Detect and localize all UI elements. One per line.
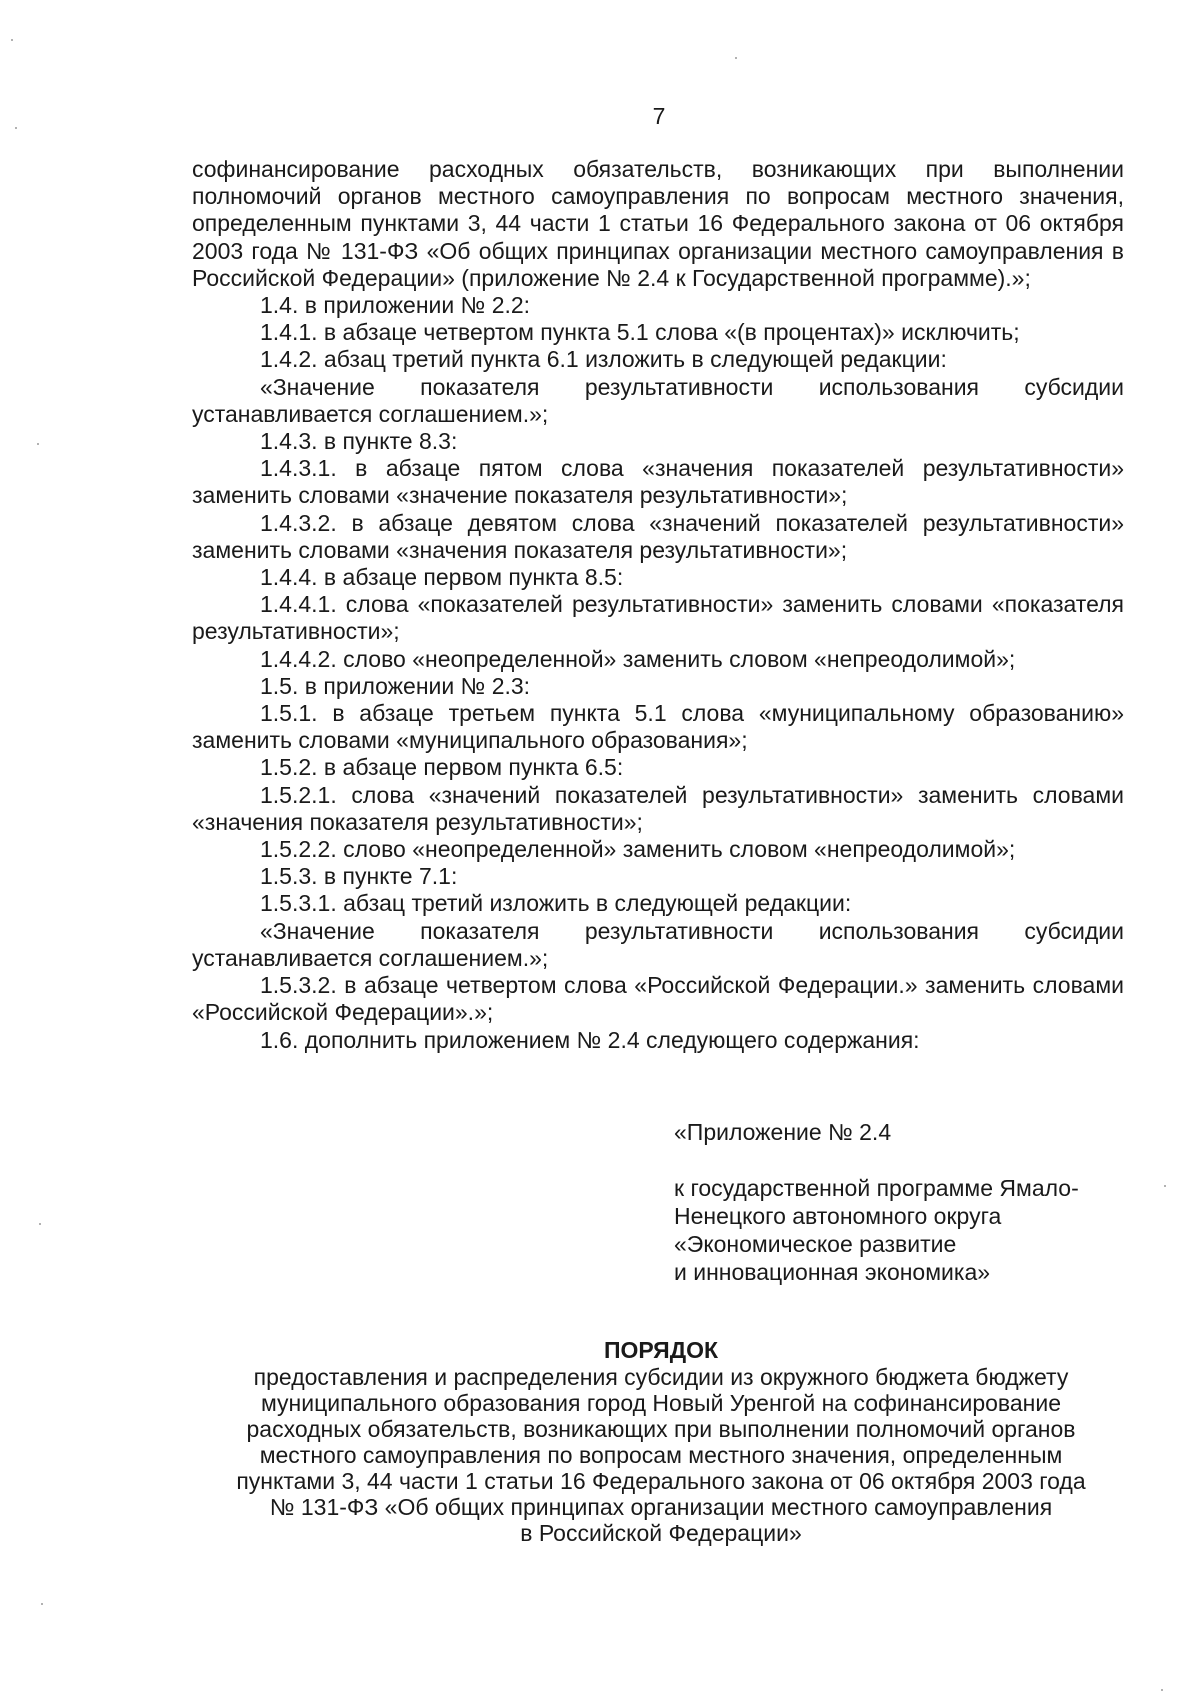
body-text [192, 156, 1124, 1054]
paragraph: софинансирование расходных обязательств, возникающих при выполнении полномочий органов местного самоуправления по вопросам местного значения, определенным пунктами 3, 44 части 1 статьи 16 Федерального закона от 06 октября 2003 года № 131-ФЗ «Об общих принципах организации местного самоуправления в Российской Федерации» (приложение № 2.4 к Государственной программе).»; [192, 156, 1124, 291]
appendix-line: и инновационная экономика» [674, 1259, 991, 1285]
paragraph: 1.5.3. в пункте 7.1: [260, 863, 458, 890]
paragraph: 1.5.1. в абзаце третьем пункта 5.1 слова «муниципальному образованию» заменить словами «муниципального образования»; [192, 700, 1124, 754]
paragraph: 1.5.3.1. абзац третий изложить в следующей редакции: [260, 890, 852, 917]
order-subtitle-line: пунктами 3, 44 части 1 статьи 16 Федерального закона от 06 октября 2003 года [236, 1468, 1086, 1494]
order-subtitle-line: расходных обязательств, возникающих при выполнении полномочий органов [246, 1416, 1076, 1442]
paragraph: 1.5. в приложении № 2.3: [260, 672, 531, 699]
paragraph: 1.4. в приложении № 2.2: [260, 292, 531, 319]
order-subtitle-line: № 131-ФЗ «Об общих принципах организации местного самоуправления [269, 1494, 1053, 1520]
paragraph: «Значение показателя результативности использования субсидии устанавливается соглашением.»; [192, 373, 1124, 427]
appendix-title: «Приложение № 2.4 [674, 1119, 892, 1145]
order-subtitle-line: в Российской Федерации» [520, 1520, 802, 1546]
appendix-header [674, 1118, 1134, 1286]
paragraph: 1.4.1. в абзаце четвертом пункта 5.1 слова «(в процентах)» исключить; [260, 319, 1020, 346]
appendix-line: Ненецкого автономного округа [674, 1203, 1002, 1229]
page-number: 7 [652, 103, 666, 129]
paragraph: 1.6. дополнить приложением № 2.4 следующего содержания: [260, 1026, 920, 1053]
paragraph: «Значение показателя результативности использования субсидии устанавливается соглашением.»; [192, 917, 1124, 971]
spacer [674, 1146, 1134, 1174]
paragraph: 1.5.2.1. слова «значений показателей результативности» заменить словами «значения показателя результативности»; [192, 781, 1124, 835]
order-title: ПОРЯДОК [603, 1337, 719, 1363]
paragraph: 1.4.4. в абзаце первом пункта 8.5: [260, 564, 624, 591]
paragraph: 1.4.2. абзац третий пункта 6.1 изложить в следующей редакции: [260, 346, 947, 373]
order-subtitle-line: местного самоуправления по вопросам местного значения, определенным [259, 1442, 1063, 1468]
paragraph: 1.4.3.1. в абзаце пятом слова «значения показателей результативности» заменить словами «значение показателя результативности»; [192, 455, 1124, 509]
order-subtitle-line: муниципального образования город Новый Уренгой на софинансирование [260, 1390, 1061, 1416]
paragraph: 1.4.4.2. слово «неопределенной» заменить словом «непреодолимой»; [260, 645, 1016, 672]
order-block [150, 1336, 1172, 1546]
paragraph: 1.5.2. в абзаце первом пункта 6.5: [260, 754, 624, 781]
paragraph: 1.5.2.2. слово «неопределенной» заменить словом «непреодолимой»; [260, 836, 1016, 863]
appendix-line: «Экономическое развитие [674, 1231, 957, 1257]
paragraph: 1.4.4.1. слова «показателей результативности» заменить словами «показателя результативности»; [192, 591, 1124, 645]
appendix-line: к государственной программе Ямало- [674, 1175, 1079, 1201]
paragraph: 1.4.3. в пункте 8.3: [260, 428, 458, 455]
order-subtitle-line: предоставления и распределения субсидии из окружного бюджета бюджету [253, 1364, 1069, 1390]
paragraph: 1.4.3.2. в абзаце девятом слова «значений показателей результативности» заменить словами «значения показателя результативности»; [192, 509, 1124, 563]
paragraph: 1.5.3.2. в абзаце четвертом слова «Российской Федерации.» заменить словами «Российской Федерации».»; [192, 972, 1124, 1026]
